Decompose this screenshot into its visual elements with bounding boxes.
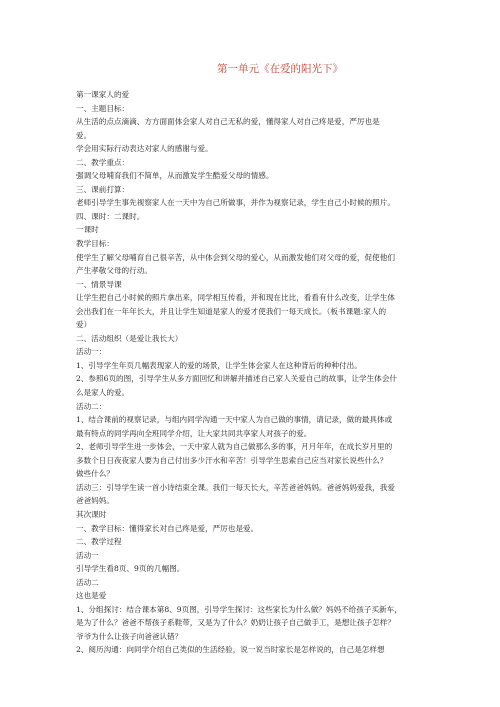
document-line: 使学生了解父母哺育自己很辛苦，从中体会到父母的爱心，从而激发他们对父母的爱，促使他们	[76, 252, 395, 262]
document-line: 一课时	[76, 225, 99, 235]
document-line: 2、参照6页的图，引导学生从多方面回忆和讲解并描述自己家人关爱自己的故事，让学生体会什	[76, 374, 398, 384]
document-line: 活动二	[76, 577, 99, 587]
document-line: 二、教学重点：	[76, 157, 130, 167]
document-line: 爱）	[76, 320, 92, 330]
document-line: 最有特点的同学再向全班同学介绍，让大家共同共享家人对孩子的爱。	[76, 428, 312, 438]
document-body	[76, 88, 444, 657]
document-line: 其次课时	[76, 509, 107, 519]
document-line: 一、教学目标：懂得家长对自己疼是爱，严厉也是爱。	[76, 523, 259, 533]
document-line: 一、情景导课	[76, 279, 122, 289]
document-line: 活动三：引导学生读一首小诗结束全课。我们一每天长大，辛苦爸爸妈妈。爸爸妈妈爱我，我爱	[76, 482, 395, 492]
document-line: 是为了什么？爸爸不帮孩子系鞋带，又是为了什么？奶奶让孩子自己做手工，是想让孩子怎样？	[76, 618, 395, 628]
document-line: 活动一：	[76, 347, 107, 357]
document-line: 1、分组探讨：结合课本第8、9页图，引导学生探讨：这些家长为什么做？妈妈不给孩子买新车，	[76, 604, 402, 614]
document-line: 爸爸妈妈。	[76, 496, 114, 506]
document-line: 老师引导学生事先视察家人在一天中为自己所做事，并作为视察记录，学生自己小时候的照片。	[76, 198, 395, 208]
document-line: 1、结合课前的视察记录，与组内同学沟通一天中家人为自己做的事情，请记录，做的最具体或	[76, 415, 393, 425]
document-title: 第一单元《在爱的阳光下》	[217, 63, 343, 75]
document-line: 这也是爱	[76, 591, 107, 601]
document-line: 让学生把自己小时候的照片拿出来，同学相互传看，并和现在比比，看看有什么改变，让学生体	[76, 293, 395, 303]
document-line: 教学目标：	[76, 239, 114, 249]
document-line: 会出我们在一年年长大，并且让学生知道是家人的爱才使我们一每天成长。（板书课题:家人的	[76, 306, 387, 316]
document-line: 1、引导学生年页几幅表现家人的爱的场景，让学生体会家人在这种背后的种种付出。	[76, 360, 362, 370]
document-line: 爷爷为什么让孩子向爸爸认错？	[76, 631, 183, 641]
document-line: 引导学生看8页、9页的几幅图。	[76, 564, 185, 574]
document-line: 活动一	[76, 550, 99, 560]
document-line: 从生活的点点滴滴、方方面面体会家人对自己无私的爱，懂得家人对自己疼是爱，严厉也是	[76, 117, 380, 127]
document-line: 二、活动组织（是爱让我长大）	[76, 333, 183, 343]
document-line: 第一课家人的爱	[76, 90, 130, 99]
document-line: 四、课时：二课时。	[76, 211, 145, 221]
document-line: 二、教学过程	[76, 537, 122, 547]
document-line: 学会用实际行动表达对家人的感谢与爱。	[76, 144, 213, 154]
document-line: 多数个日日夜夜家人要为自己付出多少汗水和辛苦！引导学生思索自己应当对家长说些什么？	[76, 455, 388, 465]
document-line: 活动二：	[76, 401, 107, 411]
document-line: 2、阅历沟通：向同学介绍自己类似的生活经验，说一说当时家长是怎样说的，自己是怎样想	[76, 645, 385, 655]
document-line: 2、老师引导学生进一步体会，一天中家人就为自己做那么多的事，月月年年，在成长岁月里的	[76, 442, 393, 452]
document-line: 三、课前打算：	[76, 184, 130, 194]
document-line: 一、主题目标：	[76, 103, 130, 113]
document-line: 么是家人的爱。	[76, 388, 130, 398]
document-line: 强调父母哺育我们不简单，从而激发学生酷爱父母的情感。	[76, 171, 274, 181]
document-line: 产生孝敬父母的行动。	[76, 266, 152, 276]
document-line: 做些什么？	[76, 469, 114, 479]
document-line: 爱。	[76, 130, 92, 140]
